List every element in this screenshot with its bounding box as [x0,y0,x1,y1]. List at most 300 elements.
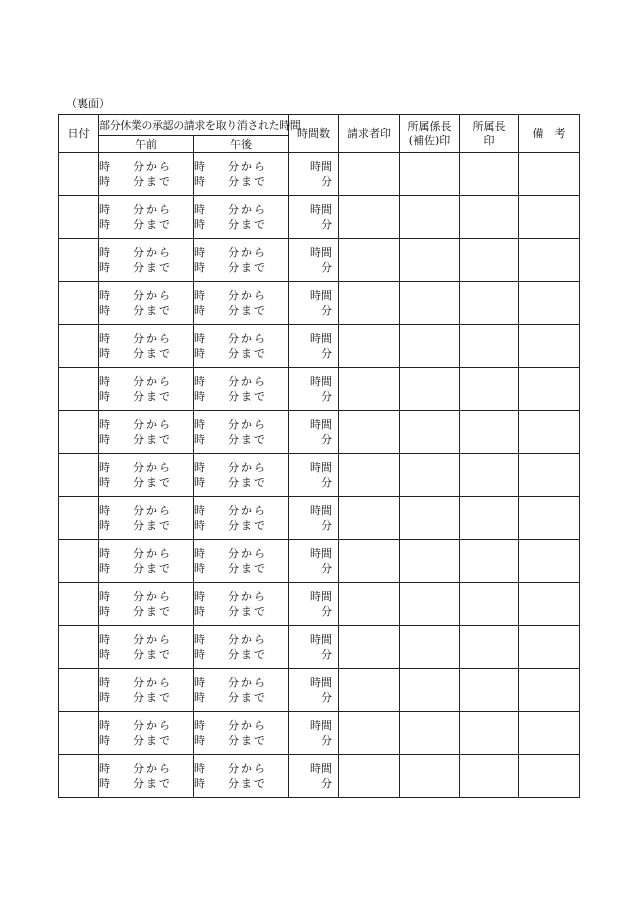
hour-unit: 時 [99,347,110,360]
hours-unit: 時間 [310,590,332,603]
to-minutes-unit: 分まで [228,734,267,747]
section-chief-seal-cell[interactable] [400,411,460,454]
from-minutes-unit: 分から [228,160,267,173]
duration-cell[interactable] [289,626,339,669]
requester-seal-cell[interactable] [339,411,400,454]
from-minutes-unit: 分から [133,375,172,388]
hour-unit: 時 [194,476,205,489]
remarks-cell[interactable] [519,454,580,497]
table-row [59,325,580,368]
from-minutes-unit: 分から [228,590,267,603]
hour-unit: 時 [194,547,205,560]
remarks-cell[interactable] [519,626,580,669]
hour-unit: 時 [194,777,205,790]
hour-unit: 時 [194,734,205,747]
afternoon-time-cell[interactable] [194,669,289,712]
dept-head-header-line2: 印 [483,133,495,147]
date-cell[interactable] [59,669,99,712]
section-chief-seal-cell[interactable] [400,712,460,755]
hour-unit: 時 [194,562,205,575]
hour-unit: 時 [99,762,110,775]
from-minutes-unit: 分から [228,203,267,216]
dept-head-seal-cell[interactable] [460,239,519,282]
requester-seal-cell[interactable] [339,282,400,325]
remarks-cell[interactable] [519,368,580,411]
hour-unit: 時 [99,390,110,403]
duration-cell[interactable] [289,368,339,411]
afternoon-time-cell[interactable] [194,239,289,282]
hour-unit: 時 [99,777,110,790]
requester-seal-cell[interactable] [339,626,400,669]
dept-head-seal-cell[interactable] [460,325,519,368]
hour-unit: 時 [99,461,110,474]
minutes-unit: 分 [321,777,332,790]
minutes-unit: 分 [321,261,332,274]
dept-head-seal-cell[interactable] [460,153,519,196]
afternoon-time-cell[interactable] [194,368,289,411]
hour-unit: 時 [194,648,205,661]
date-cell[interactable] [59,239,99,282]
hour-unit: 時 [194,332,205,345]
hour-unit: 時 [99,734,110,747]
to-minutes-unit: 分まで [133,562,172,575]
hour-unit: 時 [99,719,110,732]
hours-unit: 時間 [310,246,332,259]
requester-seal-cell[interactable] [339,583,400,626]
section-chief-seal-cell[interactable] [400,282,460,325]
table-row [59,755,580,798]
afternoon-time-cell[interactable] [194,626,289,669]
table-body [59,153,580,798]
section-chief-seal-cell[interactable] [400,153,460,196]
from-minutes-unit: 分から [133,246,172,259]
from-minutes-unit: 分から [228,676,267,689]
from-minutes-unit: 分から [133,418,172,431]
date-cell[interactable] [59,325,99,368]
section-chief-seal-cell[interactable] [400,454,460,497]
morning-time-cell[interactable] [99,239,194,282]
table-row [59,669,580,712]
dept-head-seal-cell[interactable] [460,411,519,454]
duration-cell[interactable] [289,540,339,583]
to-minutes-unit: 分まで [228,261,267,274]
afternoon-header: 午後 [194,136,289,153]
dept-head-seal-cell[interactable] [460,583,519,626]
hours-unit: 時間 [310,418,332,431]
hours-unit: 時間 [310,203,332,216]
afternoon-time-cell[interactable] [194,153,289,196]
dept-head-seal-cell[interactable] [460,196,519,239]
hour-unit: 時 [194,246,205,259]
morning-time-cell[interactable] [99,454,194,497]
afternoon-time-cell[interactable] [194,712,289,755]
duration-cell[interactable] [289,239,339,282]
from-minutes-unit: 分から [228,762,267,775]
remarks-header: 備 考 [519,115,580,153]
to-minutes-unit: 分まで [133,218,172,231]
hour-unit: 時 [99,433,110,446]
date-cell[interactable] [59,411,99,454]
hour-unit: 時 [99,476,110,489]
hour-unit: 時 [99,691,110,704]
date-header: 日付 [59,115,99,153]
period-group-header: 部分休業の承認の請求を取り消された時間 [99,115,289,136]
hour-unit: 時 [99,261,110,274]
afternoon-time-cell[interactable] [194,497,289,540]
dept-head-seal-cell[interactable] [460,712,519,755]
section-chief-header-line1: 所属係長 [407,119,452,133]
hour-unit: 時 [194,519,205,532]
section-chief-header [400,115,460,153]
date-cell[interactable] [59,626,99,669]
dept-head-seal-cell[interactable] [460,454,519,497]
to-minutes-unit: 分まで [228,648,267,661]
duration-cell[interactable] [289,755,339,798]
minutes-unit: 分 [321,304,332,317]
remarks-cell[interactable] [519,497,580,540]
hour-unit: 時 [194,762,205,775]
date-cell[interactable] [59,368,99,411]
hour-unit: 時 [194,261,205,274]
minutes-unit: 分 [321,605,332,618]
section-chief-seal-cell[interactable] [400,497,460,540]
morning-time-cell[interactable] [99,540,194,583]
date-cell[interactable] [59,712,99,755]
from-minutes-unit: 分から [133,676,172,689]
requester-seal-cell[interactable] [339,712,400,755]
hour-unit: 時 [194,347,205,360]
to-minutes-unit: 分まで [133,261,172,274]
table-row [59,454,580,497]
morning-header: 午前 [99,136,194,153]
minutes-unit: 分 [321,433,332,446]
table-row [59,411,580,454]
hour-unit: 時 [99,375,110,388]
hour-unit: 時 [194,390,205,403]
requester-seal-cell[interactable] [339,540,400,583]
morning-time-cell[interactable] [99,368,194,411]
morning-time-cell[interactable] [99,282,194,325]
hours-unit: 時間 [310,289,332,302]
hour-unit: 時 [194,691,205,704]
from-minutes-unit: 分から [228,719,267,732]
remarks-cell[interactable] [519,669,580,712]
hours-unit: 時間 [310,633,332,646]
requester-seal-cell[interactable] [339,239,400,282]
to-minutes-unit: 分まで [133,734,172,747]
morning-time-cell[interactable] [99,411,194,454]
afternoon-time-cell[interactable] [194,454,289,497]
from-minutes-unit: 分から [228,246,267,259]
hours-unit: 時間 [310,332,332,345]
section-chief-seal-cell[interactable] [400,669,460,712]
to-minutes-unit: 分まで [133,476,172,489]
section-chief-seal-cell[interactable] [400,755,460,798]
dept-head-seal-cell[interactable] [460,497,519,540]
requester-seal-cell[interactable] [339,755,400,798]
hour-unit: 時 [99,519,110,532]
from-minutes-unit: 分から [133,633,172,646]
hour-unit: 時 [99,289,110,302]
hour-unit: 時 [194,676,205,689]
hours-unit: 時間 [310,375,332,388]
minutes-unit: 分 [321,562,332,575]
hour-unit: 時 [99,203,110,216]
hour-unit: 時 [194,418,205,431]
section-chief-seal-cell[interactable] [400,583,460,626]
from-minutes-unit: 分から [133,203,172,216]
hour-unit: 時 [99,218,110,231]
minutes-unit: 分 [321,175,332,188]
morning-time-cell[interactable] [99,196,194,239]
duration-cell[interactable] [289,153,339,196]
from-minutes-unit: 分から [228,461,267,474]
table-row [59,368,580,411]
dept-head-seal-cell[interactable] [460,540,519,583]
from-minutes-unit: 分から [133,762,172,775]
afternoon-time-cell[interactable] [194,325,289,368]
dept-head-seal-cell[interactable] [460,282,519,325]
hours-unit: 時間 [310,676,332,689]
minutes-unit: 分 [321,476,332,489]
hour-unit: 時 [99,418,110,431]
partial-leave-cancellation-table [58,114,580,798]
table-row [59,583,580,626]
table-row [59,712,580,755]
to-minutes-unit: 分まで [133,777,172,790]
to-minutes-unit: 分まで [228,347,267,360]
hour-unit: 時 [99,547,110,560]
minutes-unit: 分 [321,347,332,360]
hour-unit: 時 [194,160,205,173]
from-minutes-unit: 分から [228,633,267,646]
dept-head-header [460,115,519,153]
date-cell[interactable] [59,454,99,497]
requester-seal-cell[interactable] [339,669,400,712]
section-chief-seal-cell[interactable] [400,540,460,583]
remarks-cell[interactable] [519,239,580,282]
date-cell[interactable] [59,583,99,626]
minutes-unit: 分 [321,218,332,231]
to-minutes-unit: 分まで [228,218,267,231]
requester-seal-header: 請求者印 [339,115,400,153]
table-row [59,153,580,196]
date-cell[interactable] [59,497,99,540]
duration-cell[interactable] [289,497,339,540]
requester-seal-cell[interactable] [339,454,400,497]
afternoon-time-cell[interactable] [194,540,289,583]
from-minutes-unit: 分から [133,461,172,474]
duration-cell[interactable] [289,454,339,497]
afternoon-time-cell[interactable] [194,196,289,239]
requester-seal-cell[interactable] [339,497,400,540]
afternoon-time-cell[interactable] [194,411,289,454]
from-minutes-unit: 分から [133,289,172,302]
morning-time-cell[interactable] [99,712,194,755]
table-row [59,239,580,282]
from-minutes-unit: 分から [228,547,267,560]
hour-unit: 時 [194,375,205,388]
remarks-cell[interactable] [519,712,580,755]
from-minutes-unit: 分から [228,332,267,345]
hour-unit: 時 [194,203,205,216]
from-minutes-unit: 分から [228,289,267,302]
section-chief-header-line2: (補佐)印 [408,133,451,147]
duration-cell[interactable] [289,669,339,712]
duration-header: 時間数 [289,115,339,153]
to-minutes-unit: 分まで [133,691,172,704]
to-minutes-unit: 分まで [133,433,172,446]
to-minutes-unit: 分まで [228,304,267,317]
hour-unit: 時 [194,289,205,302]
to-minutes-unit: 分まで [133,605,172,618]
from-minutes-unit: 分から [133,332,172,345]
dept-head-seal-cell[interactable] [460,755,519,798]
morning-time-cell[interactable] [99,755,194,798]
morning-time-cell[interactable] [99,153,194,196]
requester-seal-cell[interactable] [339,368,400,411]
hour-unit: 時 [99,304,110,317]
hours-unit: 時間 [310,719,332,732]
remarks-cell[interactable] [519,153,580,196]
hour-unit: 時 [99,332,110,345]
table-row [59,626,580,669]
duration-cell[interactable] [289,411,339,454]
morning-time-cell[interactable] [99,325,194,368]
hour-unit: 時 [194,304,205,317]
afternoon-time-cell[interactable] [194,583,289,626]
date-cell[interactable] [59,196,99,239]
duration-cell[interactable] [289,282,339,325]
hour-unit: 時 [99,562,110,575]
hour-unit: 時 [99,590,110,603]
morning-time-cell[interactable] [99,583,194,626]
from-minutes-unit: 分から [133,547,172,560]
from-minutes-unit: 分から [228,418,267,431]
table-row [59,497,580,540]
duration-cell[interactable] [289,325,339,368]
hour-unit: 時 [99,160,110,173]
to-minutes-unit: 分まで [228,562,267,575]
remarks-cell[interactable] [519,755,580,798]
to-minutes-unit: 分まで [133,347,172,360]
hour-unit: 時 [99,175,110,188]
morning-time-cell[interactable] [99,497,194,540]
to-minutes-unit: 分まで [228,605,267,618]
page-side-label: （裏面） [66,97,110,110]
section-chief-seal-cell[interactable] [400,626,460,669]
dept-head-seal-cell[interactable] [460,368,519,411]
morning-time-cell[interactable] [99,626,194,669]
hours-unit: 時間 [310,547,332,560]
hour-unit: 時 [194,605,205,618]
hour-unit: 時 [194,461,205,474]
from-minutes-unit: 分から [228,375,267,388]
section-chief-seal-cell[interactable] [400,325,460,368]
from-minutes-unit: 分から [133,160,172,173]
to-minutes-unit: 分まで [133,175,172,188]
hours-unit: 時間 [310,461,332,474]
minutes-unit: 分 [321,691,332,704]
to-minutes-unit: 分まで [228,476,267,489]
dept-head-seal-cell[interactable] [460,669,519,712]
duration-cell[interactable] [289,583,339,626]
to-minutes-unit: 分まで [133,304,172,317]
table-row [59,282,580,325]
hour-unit: 時 [194,218,205,231]
to-minutes-unit: 分まで [133,390,172,403]
morning-time-cell[interactable] [99,669,194,712]
hour-unit: 時 [99,504,110,517]
minutes-unit: 分 [321,648,332,661]
table-row [59,540,580,583]
dept-head-header-line1: 所属長 [472,119,506,133]
minutes-unit: 分 [321,390,332,403]
hour-unit: 時 [194,719,205,732]
hour-unit: 時 [194,590,205,603]
requester-seal-cell[interactable] [339,153,400,196]
hour-unit: 時 [99,676,110,689]
from-minutes-unit: 分から [228,504,267,517]
to-minutes-unit: 分まで [133,648,172,661]
requester-seal-cell[interactable] [339,325,400,368]
from-minutes-unit: 分から [133,590,172,603]
hours-unit: 時間 [310,504,332,517]
hour-unit: 時 [99,648,110,661]
date-cell[interactable] [59,282,99,325]
to-minutes-unit: 分まで [228,433,267,446]
remarks-cell[interactable] [519,196,580,239]
to-minutes-unit: 分まで [228,175,267,188]
section-chief-seal-cell[interactable] [400,239,460,282]
remarks-cell[interactable] [519,325,580,368]
date-cell[interactable] [59,153,99,196]
to-minutes-unit: 分まで [228,691,267,704]
to-minutes-unit: 分まで [228,519,267,532]
remarks-cell[interactable] [519,583,580,626]
table-row [59,196,580,239]
afternoon-time-cell[interactable] [194,282,289,325]
hour-unit: 時 [194,504,205,517]
date-cell[interactable] [59,540,99,583]
remarks-cell[interactable] [519,411,580,454]
section-chief-seal-cell[interactable] [400,368,460,411]
from-minutes-unit: 分から [133,719,172,732]
to-minutes-unit: 分まで [228,390,267,403]
duration-cell[interactable] [289,712,339,755]
afternoon-time-cell[interactable] [194,755,289,798]
hour-unit: 時 [99,633,110,646]
duration-cell[interactable] [289,196,339,239]
hour-unit: 時 [194,175,205,188]
remarks-cell[interactable] [519,540,580,583]
dept-head-seal-cell[interactable] [460,626,519,669]
hours-unit: 時間 [310,160,332,173]
minutes-unit: 分 [321,519,332,532]
section-chief-seal-cell[interactable] [400,196,460,239]
from-minutes-unit: 分から [133,504,172,517]
to-minutes-unit: 分まで [228,777,267,790]
hours-unit: 時間 [310,762,332,775]
requester-seal-cell[interactable] [339,196,400,239]
remarks-cell[interactable] [519,282,580,325]
hour-unit: 時 [194,633,205,646]
to-minutes-unit: 分まで [133,519,172,532]
hour-unit: 時 [99,246,110,259]
minutes-unit: 分 [321,734,332,747]
hour-unit: 時 [99,605,110,618]
date-cell[interactable] [59,755,99,798]
